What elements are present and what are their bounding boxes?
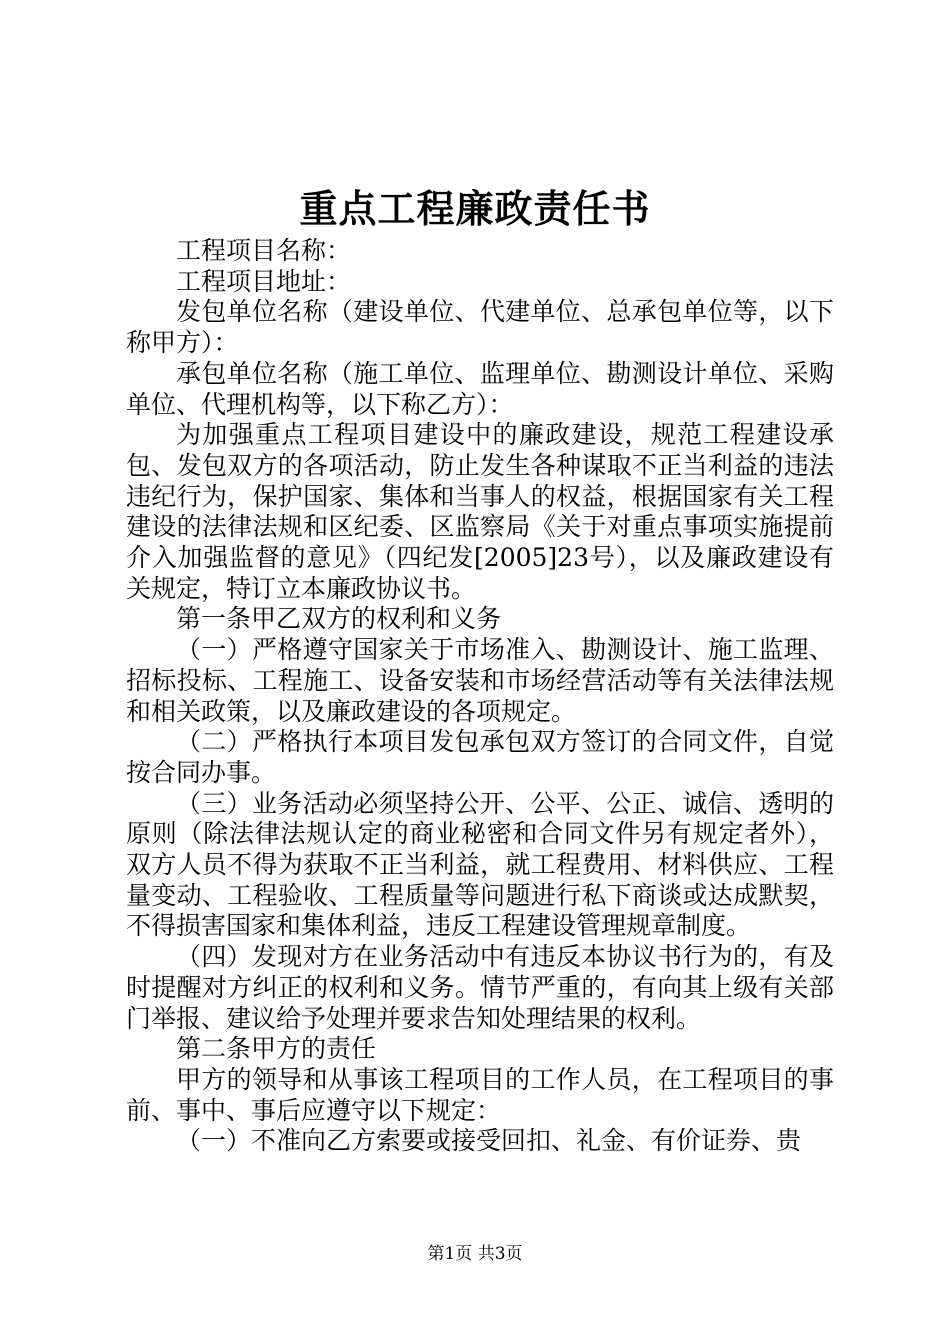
article-1-item-1: （一）严格遵守国家关于市场准入、勘测设计、施工监理、招标投标、工程施工、设备安装和市场经营活动等有关法律法规和相关政策，以及廉政建设的各项规定。 bbox=[126, 635, 834, 726]
paragraph-project-name: 工程项目名称： bbox=[176, 236, 352, 265]
article-1-item-3: （三）业务活动必须坚持公开、公平、公正、诚信、透明的原则（除法律法规认定的商业秘密和合同文件另有规定者外），双方人员不得为获取不正当利益，就工程费用、材料供应、工程量变动、工程验收、工程质量等问题进行私下商谈或达成默契，不得损害国家和集体利益，违反工程建设管理规章制度。 bbox=[126, 788, 834, 941]
article-1-heading: 第一条甲乙双方的权利和义务 bbox=[176, 604, 502, 634]
page-footer: 第1页 共3页 bbox=[427, 1244, 523, 1264]
article-1-item-2: （二）严格执行本项目发包承包双方签订的合同文件，自觉按合同办事。 bbox=[126, 727, 834, 787]
paragraph-party-a: 发包单位名称（建设单位、代建单位、总承包单位等，以下称甲方）： bbox=[126, 297, 834, 358]
article-2-intro: 甲方的领导和从事该工程项目的工作人员，在工程项目的事前、事中、事后应遵守以下规定： bbox=[126, 1064, 834, 1125]
paragraph-party-b: 承包单位名称（施工单位、监理单位、勘测设计单位、采购单位、代理机构等，以下称乙方）： bbox=[126, 358, 834, 419]
paragraph-project-address: 工程项目地址： bbox=[176, 266, 352, 296]
document-body bbox=[126, 236, 834, 1157]
article-2-item-1: （一）不准向乙方索要或接受回扣、礼金、有价证券、贵 bbox=[176, 1126, 802, 1156]
paragraph-preamble: 为加强重点工程项目建设中的廉政建设，规范工程建设承包、发包双方的各项活动，防止发生各种谋取不正当利益的违法违纪行为，保护国家、集体和当事人的权益，根据国家有关工程建设的法律法规和区纪委、区监察局《关于对重点事项实施提前介入加强监督的意见》（四纪发[2005]23号），以及廉政建设有关规定，特订立本廉政协议书。 bbox=[126, 420, 834, 603]
article-2-heading: 第二条甲方的责任 bbox=[176, 1034, 377, 1064]
document-title: 重点工程廉政责任书 bbox=[299, 186, 651, 231]
article-1-item-4: （四）发现对方在业务活动中有违反本协议书行为的，有及时提醒对方纠正的权利和义务。情节严重的，有向其上级有关部门举报、建议给予处理并要求告知处理结果的权利。 bbox=[126, 942, 834, 1033]
